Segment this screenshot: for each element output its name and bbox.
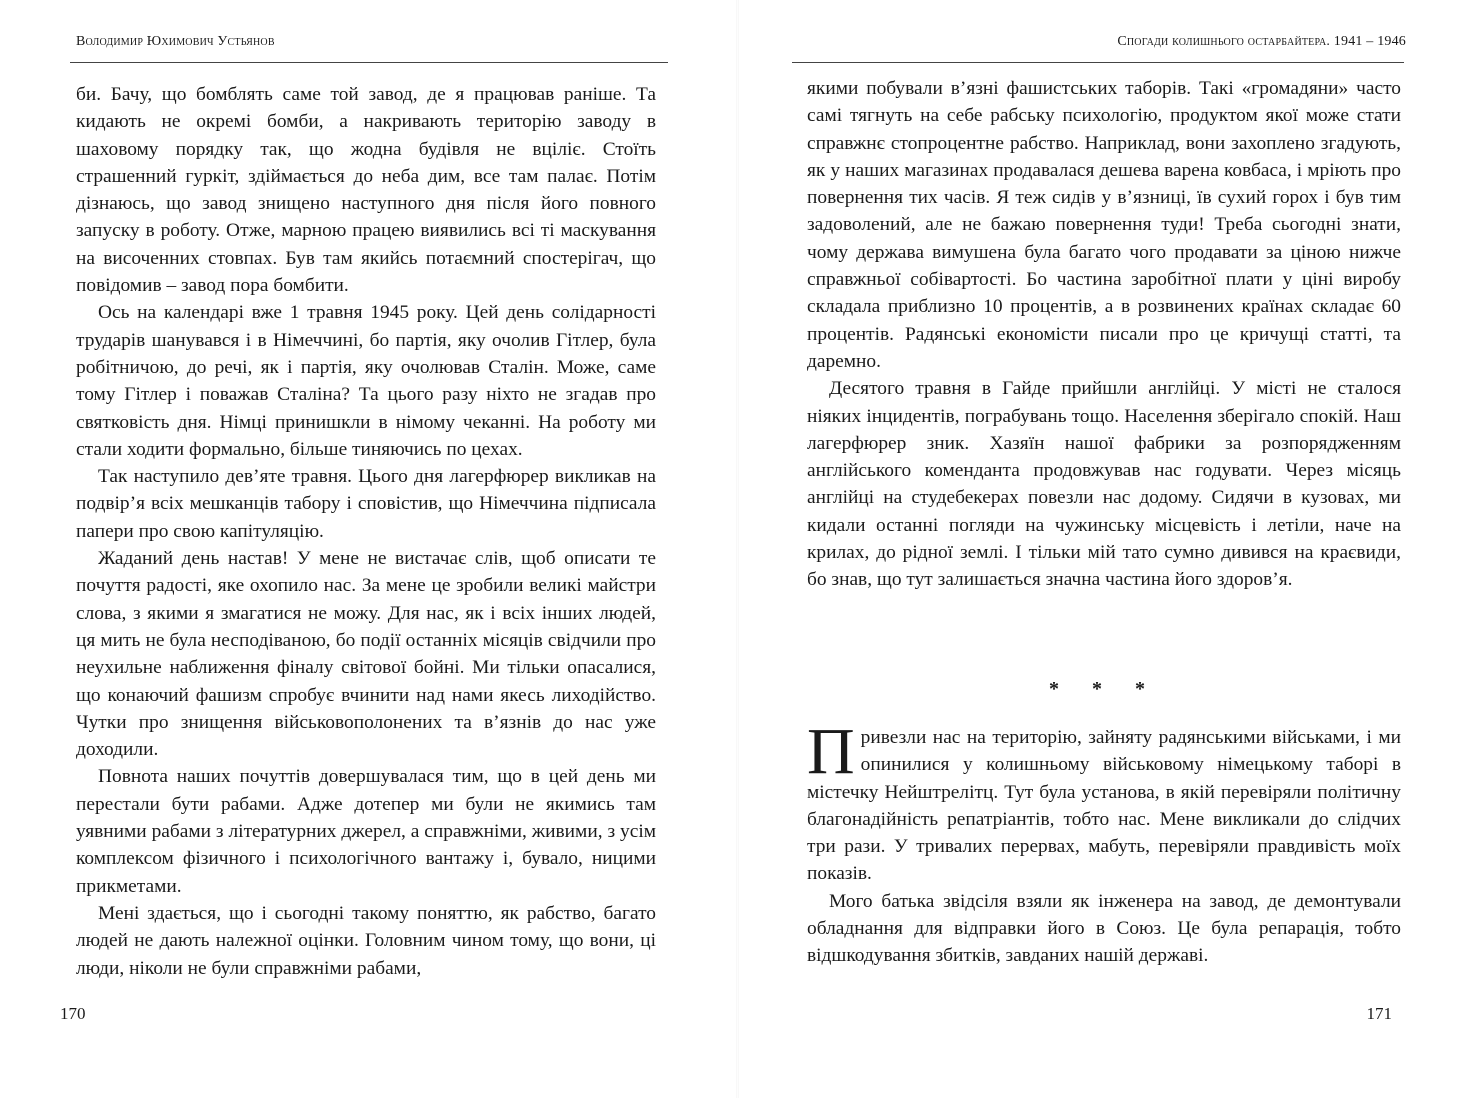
section-break: * * * (1049, 678, 1159, 700)
drop-cap: П (807, 715, 855, 788)
right-running-head: Спогади колишнього остарбайтера. 1941 – 1946 (1117, 34, 1406, 49)
right-section-paragraph-1-text: ривезли нас на територію, зайняту радянськими військами, і ми опинилися у колишньому військовому німецькому таборі в містечку Нейштрелітц. Тут була установа, в якій перевіряли політичну благонадійність репатріантів, тобто нас. Мене викликали до слідчих три рази. У тривалих перервах, мабуть, перевіряли правдивість моїх показів. (807, 727, 1401, 885)
left-running-head: Володимир Юхимович Устьянов (76, 34, 275, 49)
right-paragraph-2: Десятого травня в Гайде прийшли англійці. У місті не сталося ніяких інцидентів, пограбувань тощо. Населення зберігало спокій. Наш лагерфюрер зник. Хазяїн нашої фабрики за розпорядженням англійського коменданта продовжував нас годувати. Через місяць англійці на студебекерах повезли нас додому. Сидячи в кузовах, ми кидали останні погляди на чужинську місцевість і летіли, наче на крилах, до рідної землі. І тільки мій тато сумно дивився на краєвиди, бо знав, що тут залишається значна частина його здоров’я. (807, 378, 1401, 591)
right-paragraph-1: якими побували в’язні фашистських таборів. Такі «громадяни» часто самі тягнуть на себе рабську психологію, продуктом якої може стати справжнє стопроцентне рабство. Наприклад, вони захоплено згадують, як у наших магазинах продавалася дешева варена ковбаса, і мріють про повернення тих часів. Я теж сидів у в’язниці, їв сухий горох і був тим задоволений, але не бажаю повернення туди! Треба сьогодні знати, чому держава вимушена була багато чого продавати за ціною нижче справжньої собівартості. Бо частина заробітної плати у ціні виробу складала приблизно 10 процентів, а в розвинених країнах складає 60 процентів. Радянські економісти писали про це кричущі статті, та даремно. (807, 78, 1401, 372)
left-paragraph-4: Жаданий день настав! У мене не вистачає слів, щоб описати те почуття радості, яке охопило нас. За мене це зробили великі майстри слова, з якими я змагатися не можу. Для нас, як і всіх інших людей, ця мить не була несподіваною, бо події останніх місяців свідчили про неухильне наближення фіналу світової бойні. Ми тільки опасалися, що конаючий фашизм спробує вчинити над нами якесь лиходійство. Чутки про знищення військовополонених та в’язнів до нас уже доходили. (76, 548, 656, 761)
left-paragraph-3: Так наступило дев’яте травня. Цього дня лагерфюрер викликав на подвір’я всіх мешканців табору і сповістив, що Німеччина підписала папери про свою капітуляцію. (76, 466, 656, 542)
left-paragraph-6: Мені здається, що і сьогодні такому поняттю, як рабство, багато людей не дають належної оцінки. Головним чином тому, що вони, ці люди, ніколи не були справжніми рабами, (76, 902, 656, 979)
left-paragraph-5: Повнота наших почуттів довершувалася тим, що в цей день ми перестали бути рабами. Адже дотепер ми були не якимись там уявними рабами з літературних джерел, а справжніми, живими, з усім комплексом фізичного і психологічного вантажу і, бувало, ницими прикметами. (76, 766, 656, 897)
right-page (738, 0, 1476, 1098)
right-body-text (807, 75, 1401, 594)
right-section-paragraph-1 (807, 715, 1401, 888)
right-section-paragraph-2: Мого батька звідсіля взяли як інженера на завод, де демонтували обладнання для відправки його в Союз. Це була репарація, тобто відшкодування збитків, завданих нашій державі. (807, 890, 1401, 967)
right-section-text (807, 715, 1401, 970)
left-body-text (76, 81, 656, 982)
right-head-rule (792, 62, 1404, 63)
left-head-rule (70, 62, 668, 63)
left-paragraph-2: Ось на календарі вже 1 травня 1945 року. Цей день солідарності трударів шанувався і в Німеччині, бо партія, яку очолив Гітлер, була робітничою, до речі, як і партія, яку очолював Сталін. Може, саме тому Гітлер і поважав Сталіна? Та цього разу ніхто не згадав про святковість дня. Німці принишкли в німому чеканні. На роботу ми стали ходити формально, більше тиняючись по цехах. (76, 302, 656, 460)
left-page-number: 170 (60, 1004, 86, 1023)
left-paragraph-1: би. Бачу, що бомблять саме той завод, де я працював раніше. Та кидають не окремі бомби, а накривають територію заводу в шаховому порядку так, що жодна будівля не вціліє. Стоїть страшенний гуркіт, здіймається до неба дим, все там палає. Потім дізнаюсь, що завод знищено наступного дня після його повного запуску в роботу. Отже, марною працею виявились всі ті маскування на височенних стовпах. Був там якийсь потаємний спостерігач, що повідомив – завод пора бомбити. (76, 84, 656, 297)
right-page-number: 171 (1366, 1004, 1392, 1023)
